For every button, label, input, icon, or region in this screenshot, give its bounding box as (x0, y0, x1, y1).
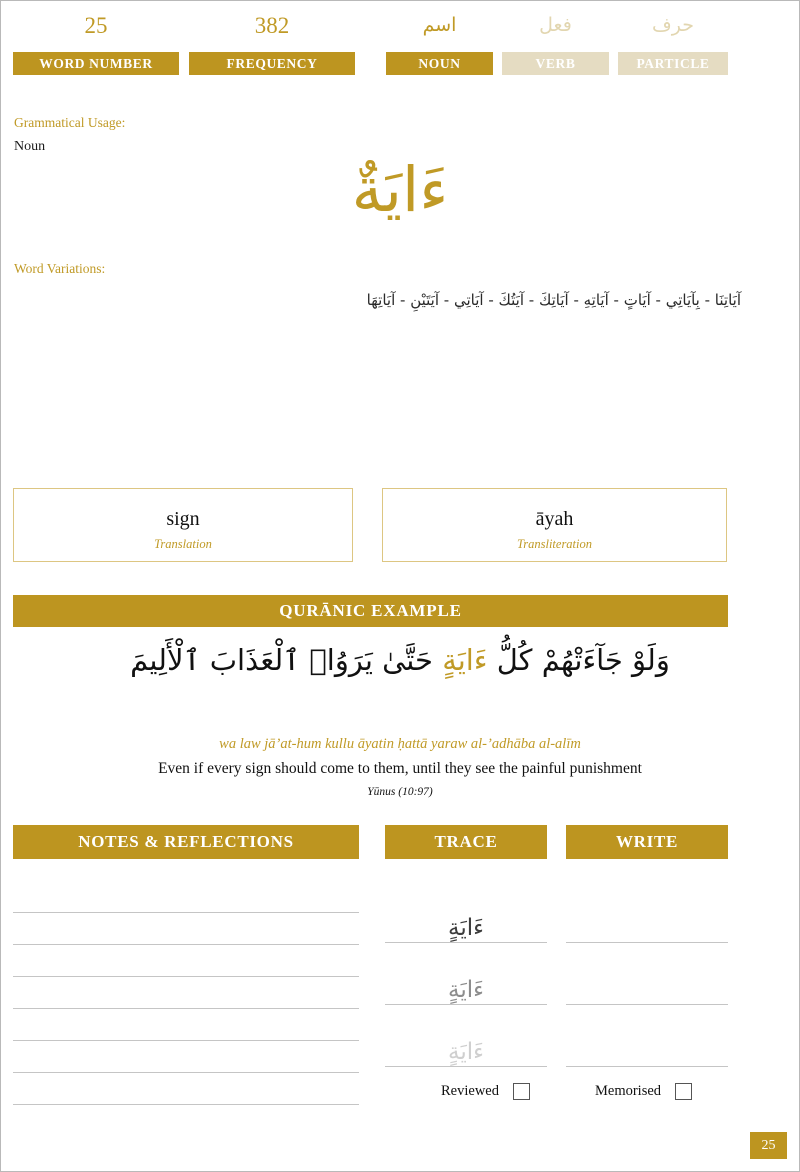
frequency-chip: FREQUENCY (189, 52, 355, 75)
quranic-example-header: QURĀNIC EXAMPLE (13, 595, 728, 627)
trace-line[interactable] (385, 1005, 547, 1067)
status-checkbox-row (385, 1083, 728, 1109)
trace-word: ءَايَةٍ (448, 1039, 484, 1065)
particle-arabic-label: حرف (652, 14, 694, 36)
notes-line[interactable] (13, 1041, 359, 1073)
quranic-verse (21, 637, 779, 685)
verse-part-before: وَلَوْ جَآءَتْهُمْ كُلُّ (487, 643, 670, 677)
grammatical-usage-label: Grammatical Usage: (14, 115, 126, 130)
transliteration-box (382, 488, 727, 562)
verse-transliteration: wa law jā’at-hum kullu āyatin ḥattā yaraw al-’adhāba al-alīm (219, 736, 581, 752)
main-arabic-word: ءَايَةٌ (351, 153, 449, 226)
trace-section-header: TRACE (385, 825, 547, 859)
reviewed-group[interactable] (441, 1083, 530, 1100)
write-line[interactable] (566, 881, 728, 943)
trace-write-row (385, 1005, 728, 1067)
verse-highlighted-word: ءَايَةٍ (442, 643, 488, 677)
transliteration-caption: Transliteration (516, 537, 593, 551)
frequency-value: 382 (254, 13, 290, 38)
write-line[interactable] (566, 1005, 728, 1067)
type-chip-verb[interactable]: VERB (502, 52, 609, 75)
reviewed-label: Reviewed (441, 1083, 499, 1099)
word-number-value: 25 (84, 13, 108, 38)
write-line[interactable] (566, 943, 728, 1005)
trace-line[interactable] (385, 881, 547, 943)
header-bar (1, 1, 799, 91)
type-chip-particle[interactable]: PARTICLE (618, 52, 728, 75)
notes-line[interactable] (13, 881, 359, 913)
trace-word: ءَايَةٍ (448, 977, 484, 1003)
verb-arabic-label: فعل (539, 14, 572, 36)
memorised-group[interactable] (595, 1083, 692, 1100)
notes-line[interactable] (13, 945, 359, 977)
grammatical-usage-value: Noun (14, 139, 46, 154)
verse-reference: Yūnus (10:97) (367, 786, 433, 798)
trace-write-row (385, 943, 728, 1005)
word-variations-list: آيَاتِنَا - بِآيَاتِي - آيَاتٍ - آيَاتِهِ - آيَاتِكَ - آيَتُكَ - آيَاتِي - آيَتَيْنِ - آيَاتِهَا (366, 291, 741, 309)
notes-line[interactable] (13, 1009, 359, 1041)
word-number-chip: WORD NUMBER (13, 52, 179, 75)
trace-line[interactable] (385, 943, 547, 1005)
translation-caption: Translation (154, 537, 212, 551)
reviewed-checkbox[interactable] (513, 1083, 530, 1100)
notes-writing-area[interactable] (13, 881, 359, 1105)
translation-box (13, 488, 353, 562)
transliteration-value: āyah (535, 508, 574, 530)
type-chip-noun[interactable]: NOUN (386, 52, 493, 75)
write-section-header: WRITE (566, 825, 728, 859)
notes-line[interactable] (13, 913, 359, 945)
notes-line[interactable] (13, 1073, 359, 1105)
trace-write-area[interactable] (385, 881, 728, 1067)
notes-section-header: NOTES & REFLECTIONS (13, 825, 359, 859)
memorised-checkbox[interactable] (675, 1083, 692, 1100)
trace-word: ءَايَةٍ (448, 915, 484, 941)
memorised-label: Memorised (595, 1083, 662, 1099)
verse-part-after: حَتَّىٰ يَرَوُا۟ ٱلْعَذَابَ ٱلْأَلِيمَ (130, 643, 443, 677)
noun-arabic-label: اسم (422, 14, 457, 36)
trace-write-row (385, 881, 728, 943)
translation-value: sign (166, 508, 200, 530)
notes-line[interactable] (13, 977, 359, 1009)
page-number-badge: 25 (750, 1132, 787, 1159)
verse-meaning: Even if every sign should come to them, until they see the painful punishment (158, 760, 642, 777)
word-variations-label: Word Variations: (14, 261, 106, 276)
